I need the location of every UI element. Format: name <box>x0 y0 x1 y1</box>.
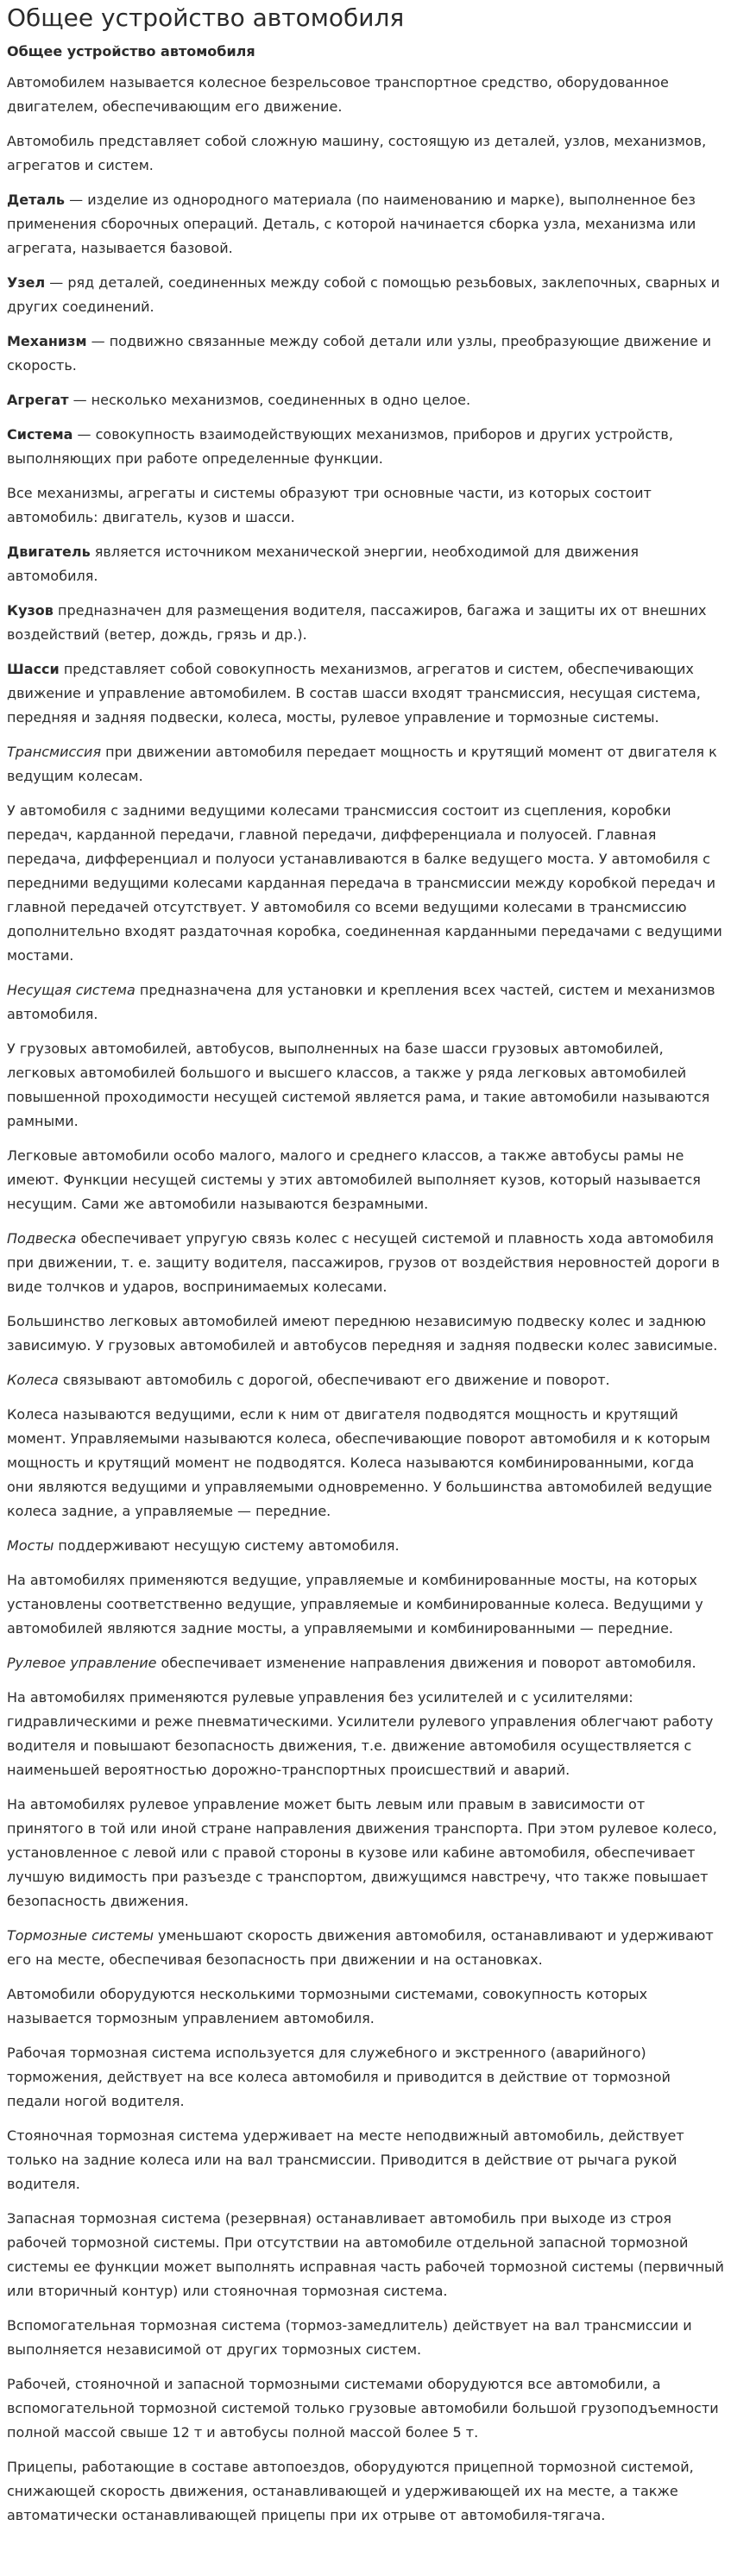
paragraph <box>7 799 724 968</box>
paragraph <box>7 2207 724 2303</box>
paragraph-text: Автомобиль представляет собой сложную машину, состоящую из деталей, узлов, механизмов, агрегатов и систем. <box>7 133 707 173</box>
paragraph-term: Система <box>7 426 73 443</box>
paragraph <box>7 129 724 178</box>
paragraph-text: — подвижно связанные между собой детали или узлы, преобразующие движение и скорость. <box>7 333 712 374</box>
article-subtitle: Общее устройство автомобиля <box>7 43 255 60</box>
paragraph-text: при движении автомобиля передает мощность и крутящий момент от двигателя к ведущим колесам. <box>7 744 717 784</box>
paragraph-term: Узел <box>7 274 46 291</box>
paragraph-text: Запасная тормозная система (резервная) останавливает автомобиль при выходе из строя рабочей тормозной системы. При отсутствии на автомобиле отдельной запасной тормозной системы ее функции может выполнять исправная часть рабочей тормозной системы (первичный или вторичный контур) или стояночная тормозная система. <box>7 2210 724 2299</box>
paragraph <box>7 1793 724 1913</box>
paragraph <box>7 657 724 730</box>
paragraph-text: На автомобилях применяются ведущие, управляемые и комбинированные мосты, на которых установлены соответственно ведущие, управляемые и комбинированные колеса. Ведущими у автомобилей являются задние мосты, а управляемыми и комбинированными — передние. <box>7 1572 703 1637</box>
paragraph-text: Стояночная тормозная система удерживает на месте неподвижный автомобиль, действует только на задние колеса или на вал трансмиссии. Приводится в действие от рычага рукой водителя. <box>7 2127 684 2192</box>
paragraph-text: У автомобиля с задними ведущими колесами трансмиссия состоит из сцепления, коробки передач, карданной передачи, главной передачи, дифференциала и полуосей. Главная передача, дифференциал и полуоси устанавливаются в балке ведущего моста. У автомобиля с передними ведущими колесами карданная передача в трансмиссии между коробкой передач и главной передачей отсутствует. У автомобиля со всеми ведущими колесами в трансмиссию дополнительно входят раздаточная коробка, соединенная карданными передачами с ведущими мостами. <box>7 802 722 964</box>
article <box>0 3 731 2528</box>
paragraph <box>7 740 724 789</box>
paragraph-text: У грузовых автомобилей, автобусов, выполненных на базе шасси грузовых автомобилей, легковых автомобилей большого и высшего классов, а также у ряда легковых автомобилей повышенной проходимости несущей системой является рама, и такие автомобили называются рамными. <box>7 1040 710 1129</box>
paragraph-text: — изделие из однородного материала (по наименованию и марке), выполненное без применения сборочных операций. Деталь, с которой начинается сборка узла, механизма или агрегата, называется базовой. <box>7 192 696 256</box>
paragraph-text: поддерживают несущую систему автомобиля. <box>54 1537 400 1554</box>
paragraph-text: предназначен для размещения водителя, пассажиров, багажа и защиты их от внешних воздействий (ветер, дождь, грязь и др.). <box>7 602 707 643</box>
paragraph <box>7 599 724 647</box>
paragraph <box>7 1403 724 1524</box>
paragraph-term: Тормозные системы <box>7 1927 154 1944</box>
paragraph <box>7 1686 724 1782</box>
paragraph-term: Колеса <box>7 1372 59 1388</box>
paragraph-text: — совокупность взаимодействующих механизмов, приборов и других устройств, выполняющих при работе определенные функции. <box>7 426 673 467</box>
paragraph-text: представляет собой совокупность механизмов, агрегатов и систем, обеспечивающих движение и управление автомобилем. В состав шасси входят трансмиссия, несущая система, передняя и задняя подвески, колеса, мосты, рулевое управление и тормозные системы. <box>7 661 701 726</box>
paragraph <box>7 1037 724 1134</box>
paragraph <box>7 388 724 412</box>
paragraph-term: Рулевое управление <box>7 1655 157 1671</box>
paragraph <box>7 2041 724 2114</box>
paragraph <box>7 1534 724 1558</box>
paragraph <box>7 423 724 471</box>
paragraph-term: Двигатель <box>7 543 91 560</box>
paragraph-text: Прицепы, работающие в составе автопоездов, оборудуются прицепной тормозной системой, снижающей скорость движения, останавливающей и удерживающей их на месте, а также автоматически останавливающей прицепы при их отрыве от автомобиля-тягача. <box>7 2459 694 2523</box>
paragraph <box>7 1651 724 1675</box>
paragraph-text: обеспечивает изменение направления движения и поворот автомобиля. <box>156 1655 696 1671</box>
paragraph <box>7 1568 724 1641</box>
paragraph-text: уменьшают скорость движения автомобиля, останавливают и удерживают его на месте, обеспечивая безопасность при движении и на остановках. <box>7 1927 714 1968</box>
paragraph-term: Кузов <box>7 602 54 619</box>
paragraph <box>7 1982 724 2031</box>
paragraph-term: Шасси <box>7 661 60 677</box>
paragraph-text: Рабочей, стояночной и запасной тормозными системами оборудуются все автомобили, а вспомогательной тормозной системой только грузовые автомобили большой грузоподъемности полной массой свыше 12 т и автобусы полной массой более 5 т. <box>7 2376 719 2441</box>
paragraph-text: Автомобилем называется колесное безрельсовое транспортное средство, оборудованное двигателем, обеспечивающим его движение. <box>7 74 669 115</box>
paragraph-text: — несколько механизмов, соединенных в одно целое. <box>68 392 471 408</box>
paragraph <box>7 540 724 588</box>
paragraph-text: На автомобилях рулевое управление может быть левым или правым в зависимости от принятого в той или иной стране направления движения транспорта. При этом рулевое колесо, установленное с левой или с правой стороны в кузове или кабине автомобиля, обеспечивает лучшую видимость при разъезде с транспортом, движущимся навстречу, что также повышает безопасность движения. <box>7 1796 717 1909</box>
paragraph <box>7 330 724 378</box>
paragraph-text: является источником механической энергии, необходимой для движения автомобиля. <box>7 543 639 584</box>
page-title: Общее устройство автомобиля <box>7 3 405 32</box>
paragraph-text: Колеса называются ведущими, если к ним от двигателя подводятся мощность и крутящий момент. Управляемыми называются колеса, обеспечивающие поворот автомобиля и к которым мощность и крутящий момент не подводятся. Колеса называются комбинированными, когда они являются ведущими и управляемыми одновременно. У большинства автомобилей ведущие колеса задние, а управляемые — передние. <box>7 1406 713 1519</box>
paragraph <box>7 71 724 119</box>
paragraph <box>7 2314 724 2362</box>
paragraph-term: Трансмиссия <box>7 744 102 760</box>
paragraph-term: Мосты <box>7 1537 54 1554</box>
paragraph-text: Большинство легковых автомобилей имеют переднюю независимую подвеску колес и заднюю зависимую. У грузовых автомобилей и автобусов передняя и задняя подвески колес зависимые. <box>7 1313 718 1354</box>
paragraph-text: Вспомогательная тормозная система (тормоз-замедлитель) действует на вал трансмиссии и выполняется независимой от других тормозных систем. <box>7 2317 692 2358</box>
paragraph <box>7 1144 724 1216</box>
paragraph-text: предназначена для установки и крепления всех частей, систем и механизмов автомобиля. <box>7 982 715 1022</box>
paragraph-term: Деталь <box>7 192 66 208</box>
paragraph-text: Рабочая тормозная система используется для служебного и экстренного (аварийного) торможения, действует на все колеса автомобиля и приводится в действие от тормозной педали ногой водителя. <box>7 2045 671 2109</box>
paragraph <box>7 481 724 530</box>
paragraph-term: Агрегат <box>7 392 69 408</box>
paragraph-term: Механизм <box>7 333 87 349</box>
paragraph <box>7 2372 724 2445</box>
paragraph-text: обеспечивает упругую связь колес с несущей системой и плавность хода автомобиля при движении, т. е. защиту водителя, пассажиров, грузов от воздействия неровностей дороги в виде толчков и ударов, воспринимаемых колесами. <box>7 1230 720 1295</box>
paragraph <box>7 2124 724 2196</box>
paragraph <box>7 271 724 319</box>
paragraph-term: Подвеска <box>7 1230 77 1247</box>
paragraph <box>7 2455 724 2528</box>
paragraph-text: связывают автомобиль с дорогой, обеспечивают его движение и поворот. <box>58 1372 610 1388</box>
article-body <box>7 71 724 2528</box>
paragraph <box>7 188 724 261</box>
paragraph <box>7 1368 724 1392</box>
paragraph-text: Все механизмы, агрегаты и системы образуют три основные части, из которых состоит автомобиль: двигатель, кузов и шасси. <box>7 485 652 525</box>
paragraph-text: На автомобилях применяются рулевые управления без усилителей и с усилителями: гидравлическими и реже пневматическими. Усилители рулевого управления облегчают работу водителя и повышают безопасность движения, т.е. движение автомобиля осуществляется с наименьшей вероятностью дорожно-транспортных происшествий и аварий. <box>7 1689 714 1778</box>
paragraph-text: — ряд деталей, соединенных между собой с помощью резьбовых, заклепочных, сварных и других соединений. <box>7 274 721 315</box>
paragraph-term: Несущая система <box>7 982 135 998</box>
paragraph <box>7 1924 724 1972</box>
paragraph <box>7 1310 724 1358</box>
paragraph <box>7 1227 724 1299</box>
paragraph-text: Автомобили оборудуются несколькими тормозными системами, совокупность которых называется тормозным управлением автомобиля. <box>7 1986 648 2026</box>
paragraph <box>7 978 724 1027</box>
paragraph-text: Легковые автомобили особо малого, малого и среднего классов, а также автобусы рамы не имеют. Функции несущей системы у этих автомобилей выполняет кузов, который называется несущим. Сами же автомобили называются безрамными. <box>7 1147 701 1212</box>
